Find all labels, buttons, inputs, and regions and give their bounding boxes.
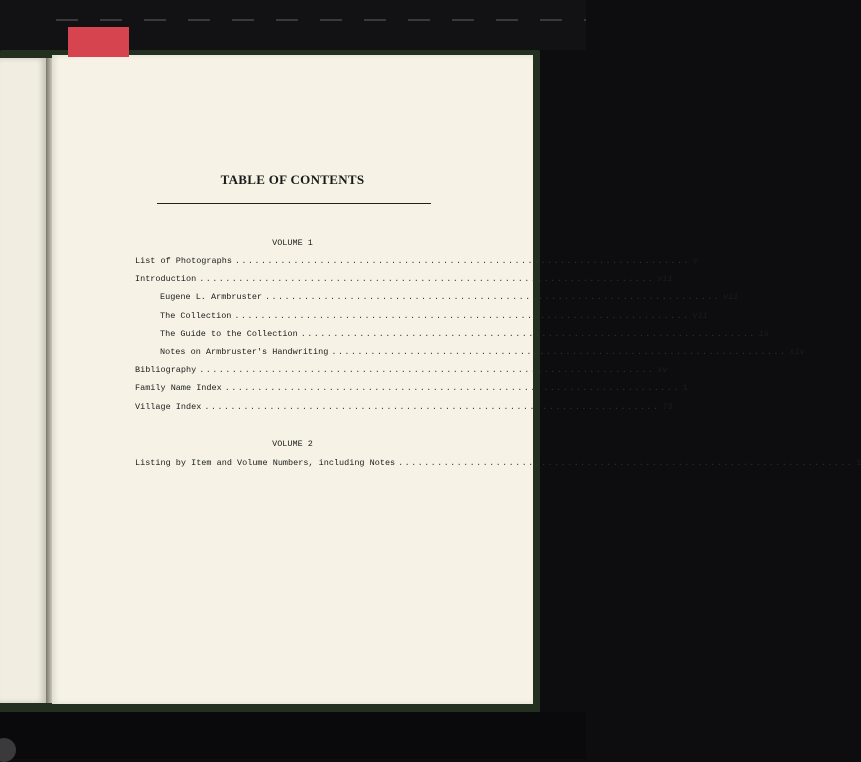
leader-dots: ...................................................................... bbox=[265, 292, 721, 302]
toc-entry-page: 1 bbox=[682, 383, 688, 393]
toc-entry[interactable] bbox=[135, 402, 673, 412]
toc-entry-page: v bbox=[692, 256, 699, 266]
toc-entry-label: Notes on Armbruster's Handwriting bbox=[160, 347, 329, 357]
toc-entry[interactable] bbox=[135, 383, 688, 393]
toc-entry-label: Family Name Index bbox=[135, 383, 222, 393]
toc-entry-label: Bibliography bbox=[135, 365, 197, 375]
toc-entry[interactable] bbox=[160, 292, 739, 302]
toc-entry-label: The Guide to the Collection bbox=[160, 329, 298, 339]
toc-entry-page: xv bbox=[657, 365, 668, 375]
toc-entry-label: The Collection bbox=[160, 311, 232, 321]
toc-entry-label: Listing by Item and Volume Numbers, including Notes bbox=[135, 458, 396, 468]
toc-entry-page: 73 bbox=[662, 402, 673, 412]
toc-entry-label: Introduction bbox=[135, 274, 197, 284]
leader-dots: ...................................................................... bbox=[331, 347, 787, 357]
toc-entry-page: vii bbox=[692, 311, 708, 321]
left-page bbox=[0, 58, 46, 703]
bottom-background bbox=[0, 712, 586, 759]
toc-entry[interactable] bbox=[135, 458, 861, 468]
leader-dots: ...................................................................... bbox=[224, 383, 680, 393]
page-title: TABLE OF CONTENTS bbox=[220, 172, 365, 187]
toc-entry[interactable] bbox=[135, 256, 699, 266]
toc-entry[interactable] bbox=[160, 329, 769, 339]
leader-dots: ...................................................................... bbox=[398, 458, 854, 468]
toc-entry[interactable] bbox=[160, 347, 805, 357]
toc-entry-label: Village Index bbox=[135, 402, 202, 412]
leader-dots: ...................................................................... bbox=[234, 256, 690, 266]
toc-entry-label: List of Photographs bbox=[135, 256, 232, 266]
leader-dots: ...................................................................... bbox=[204, 402, 660, 412]
leader-dots: ...................................................................... bbox=[199, 274, 655, 284]
toc-entry-page: vii bbox=[657, 274, 673, 284]
toc-entry-label: Eugene L. Armbruster bbox=[160, 292, 263, 302]
toc-entry[interactable] bbox=[135, 274, 673, 284]
volume-1-heading: VOLUME 1 bbox=[272, 238, 313, 248]
toc-entry-page: 1 bbox=[856, 458, 861, 468]
leader-dots: ...................................................................... bbox=[300, 329, 756, 339]
toc-entry-page: ix bbox=[758, 329, 769, 339]
leader-dots: ...................................................................... bbox=[199, 365, 655, 375]
bookmark-tab bbox=[68, 27, 129, 57]
toc-entry-page: vii bbox=[723, 292, 739, 302]
toc-entry-page: xiv bbox=[789, 347, 805, 357]
dashed-edge bbox=[56, 19, 586, 21]
toc-entry[interactable] bbox=[135, 365, 668, 375]
toc-entry[interactable] bbox=[160, 311, 708, 321]
right-page bbox=[52, 55, 533, 704]
title-rule bbox=[157, 203, 431, 204]
volume-2-heading: VOLUME 2 bbox=[272, 439, 313, 449]
leader-dots: ...................................................................... bbox=[234, 311, 690, 321]
